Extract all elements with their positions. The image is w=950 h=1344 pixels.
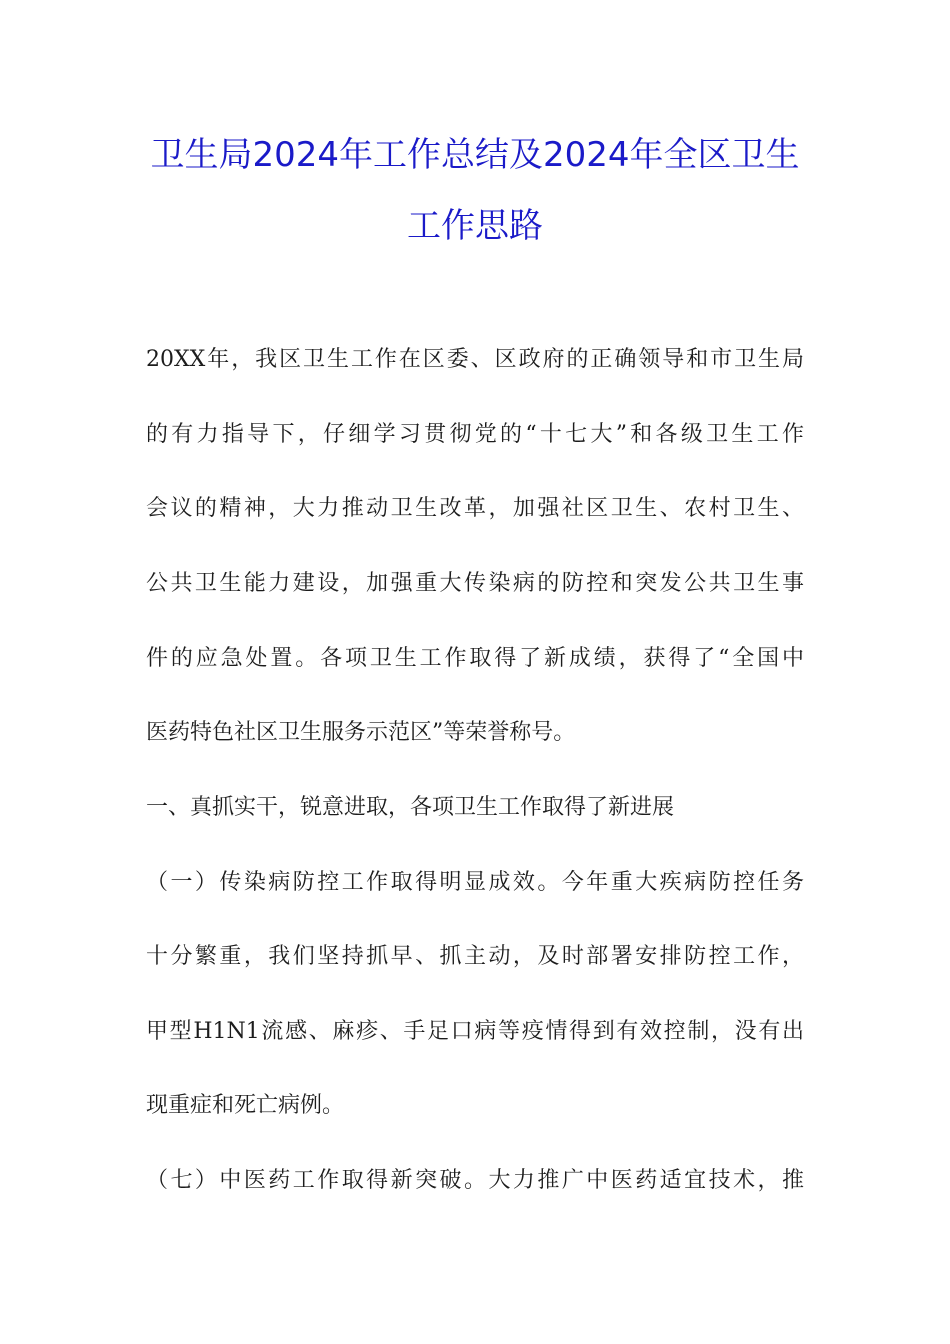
document-title-line-2: 工作思路 [407,206,543,246]
paragraph-2-line-3: 甲型H1N1流感、麻疹、手足口病等疫情得到有效控制，没有出 [146,1019,804,1044]
paragraph-1-line-4: 公共卫生能力建设，加强重大传染病的防控和突发公共卫生事 [146,571,804,596]
paragraph-2-line-4: 现重症和死亡病例。 [146,1093,345,1118]
paragraph-3-line-1: （七）中医药工作取得新突破。大力推广中医药适宜技术，推 [146,1168,804,1193]
section-heading-1: 一、真抓实干，锐意进取，各项卫生工作取得了新进展 [146,795,675,820]
paragraph-2-line-2: 十分繁重，我们坚持抓早、抓主动，及时部署安排防控工作， [146,944,804,969]
paragraph-1-line-3: 会议的精神，大力推动卫生改革，加强社区卫生、农村卫生、 [146,496,804,521]
paragraph-1-line-2: 的有力指导下，仔细学习贯彻党的“十七大”和各级卫生工作 [146,422,804,447]
paragraph-1-line-1: 20XX年，我区卫生工作在区委、区政府的正确领导和市卫生局 [146,347,804,372]
document-title-line-1: 卫生局2024年工作总结及2024年全区卫生 [150,135,800,175]
paragraph-2-line-1: （一）传染病防控工作取得明显成效。今年重大疾病防控任务 [146,870,804,895]
paragraph-1-line-5: 件的应急处置。各项卫生工作取得了新成绩，获得了“全国中 [146,646,804,671]
paragraph-1-line-6: 医药特色社区卫生服务示范区”等荣誉称号。 [146,720,576,745]
